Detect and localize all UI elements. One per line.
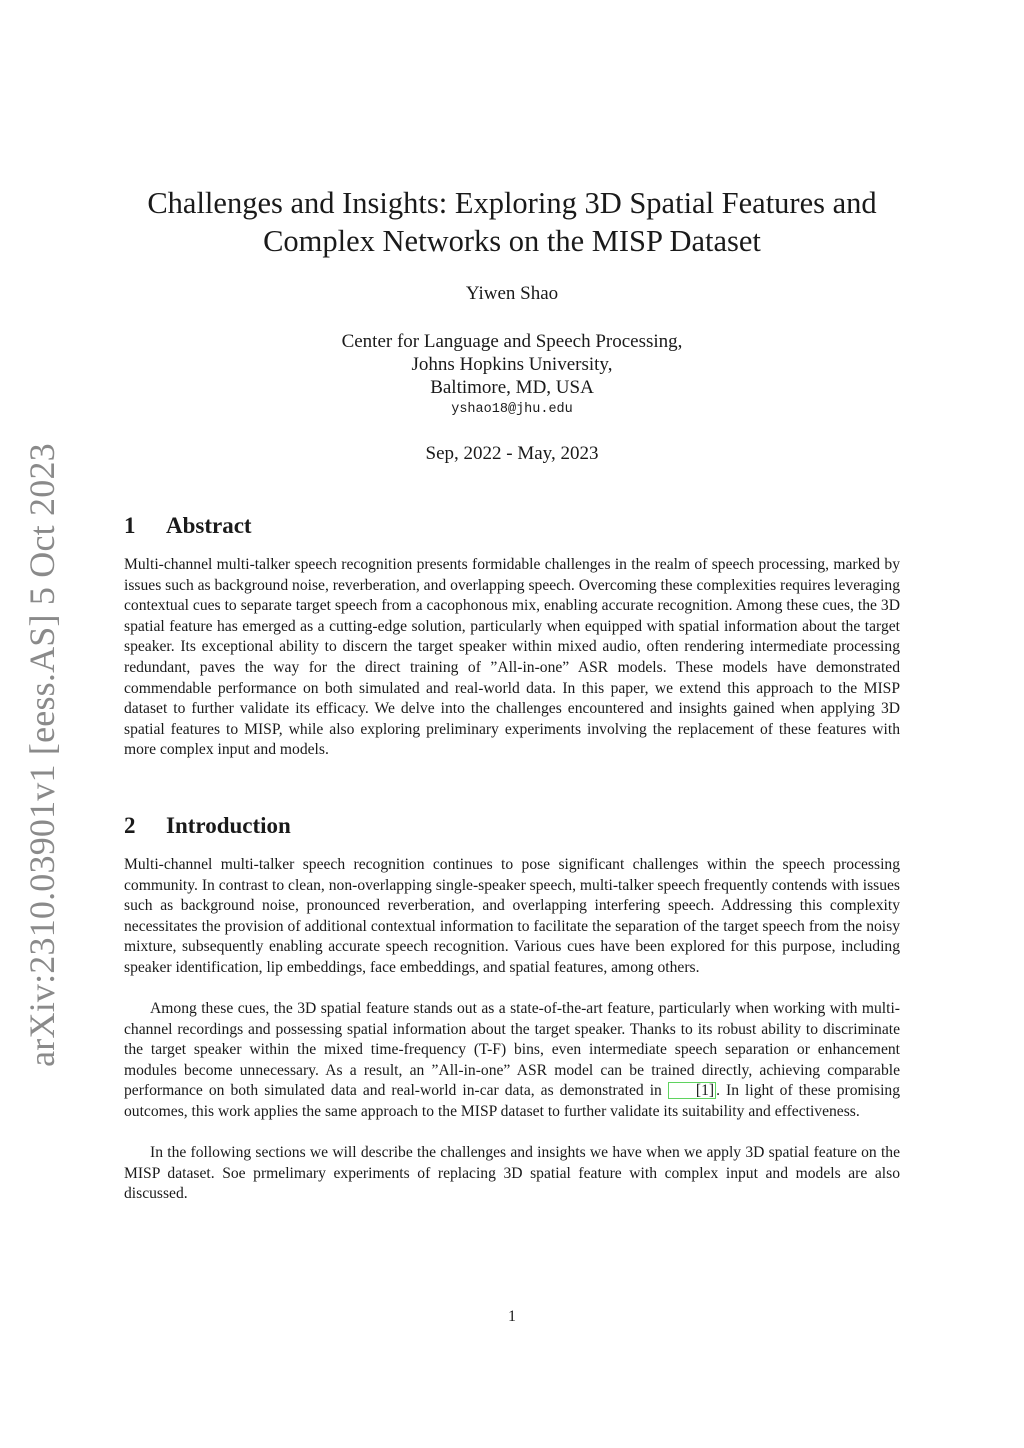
abstract-paragraph: Multi-channel multi-talker speech recognition presents formidable challenges in the realm of speech processing, marked by issues such as background noise, reverberation, and overlapping speech. Overcoming these complexities requires leveraging contextual cues to separate target speech from a cacophonous mix, enabling accurate recognition. Among these cues, the 3D spatial feature has emerged as a cutting-edge solution, particularly when equipped with spatial information about the target speaker. Its exceptional ability to discern the target speaker within mixed audio, often rendering intermediate processing redundant, paves the way for the direct training of ”All-in-one” ASR models. These models have demonstrated commendable performance on both simulated and real-world data. In this paper, we extend this approach to the MISP dataset to further validate its efficacy. We delve into the challenges encountered and insights gained when applying 3D spatial features to MISP, while also exploring preliminary experiments involving the replacement of these features with more complex input and models. bbox=[124, 556, 900, 759]
page-number: 1 bbox=[508, 1308, 516, 1325]
affiliation-line-1: Center for Language and Speech Processing, bbox=[341, 331, 683, 352]
paragraph-text: Among these cues, the 3D spatial feature stands out as a state-of-the-art feature, particularly when working with multi-channel recordings and possessing spatial information about the target speaker. Thanks to its robust ability to discriminate the target speaker within the mixed time-frequency (T-F) bins, even intermediate speech separation or enhancement modules become unnecessary. As a result, an ”All-in-one” ASR model can be trained directly, achieving comparable performance on both simulated data and real-world in-car data, as demonstrated in bbox=[124, 1000, 900, 1100]
citation-link[interactable]: [1] bbox=[668, 1082, 716, 1099]
section-number: 2 bbox=[124, 813, 136, 838]
paper-title-line-2: Complex Networks on the MISP Dataset bbox=[263, 224, 761, 258]
section-heading-abstract bbox=[124, 512, 252, 540]
section-title: Introduction bbox=[166, 813, 291, 838]
paper-title-line-1: Challenges and Insights: Exploring 3D Spatial Features and bbox=[147, 186, 877, 220]
introduction-paragraph-1: Multi-channel multi-talker speech recognition continues to pose significant challenges within the speech processing community. In contrast to clean, non-overlapping single-speaker speech, multi-talker speech frequently contends with issues such as background noise, pronounced reverberation, and overlapping interfering speech. Addressing this complexity necessitates the provision of additional contextual information to facilitate the separation of the target speech from the noisy mixture, subsequently enabling accurate speech recognition. Various cues have been explored for this purpose, including speaker identification, lip embeddings, face embeddings, and spatial features, among others. bbox=[124, 856, 900, 976]
paper-date: Sep, 2022 - May, 2023 bbox=[425, 443, 599, 464]
section-title: Abstract bbox=[166, 513, 252, 538]
author-email[interactable]: yshao18@jhu.edu bbox=[451, 402, 573, 417]
section-number: 1 bbox=[124, 513, 136, 538]
author-affiliation bbox=[124, 330, 900, 421]
arxiv-identifier-stamp: arXiv:2310.03901v1 [eess.AS] 5 Oct 2023 bbox=[22, 443, 62, 1067]
author-name: Yiwen Shao bbox=[465, 283, 559, 304]
paragraph-text: . In light of these promising outcomes, this work applies the same approach to the MISP dataset to further validate its suitability and effectiveness. bbox=[124, 1082, 901, 1120]
affiliation-line-2: Johns Hopkins University, bbox=[411, 354, 613, 375]
section-heading-introduction bbox=[124, 812, 291, 840]
introduction-paragraph-2 bbox=[124, 999, 900, 1123]
citation-number: 1 bbox=[701, 1082, 709, 1100]
paper-title bbox=[124, 184, 900, 260]
affiliation-line-3: Baltimore, MD, USA bbox=[430, 377, 594, 398]
introduction-paragraph-3: In the following sections we will describe the challenges and insights we have when we apply 3D spatial feature on the MISP dataset. Soe prmelimary experiments of replacing 3D spatial feature with complex input and models are also discussed. bbox=[124, 1144, 900, 1203]
